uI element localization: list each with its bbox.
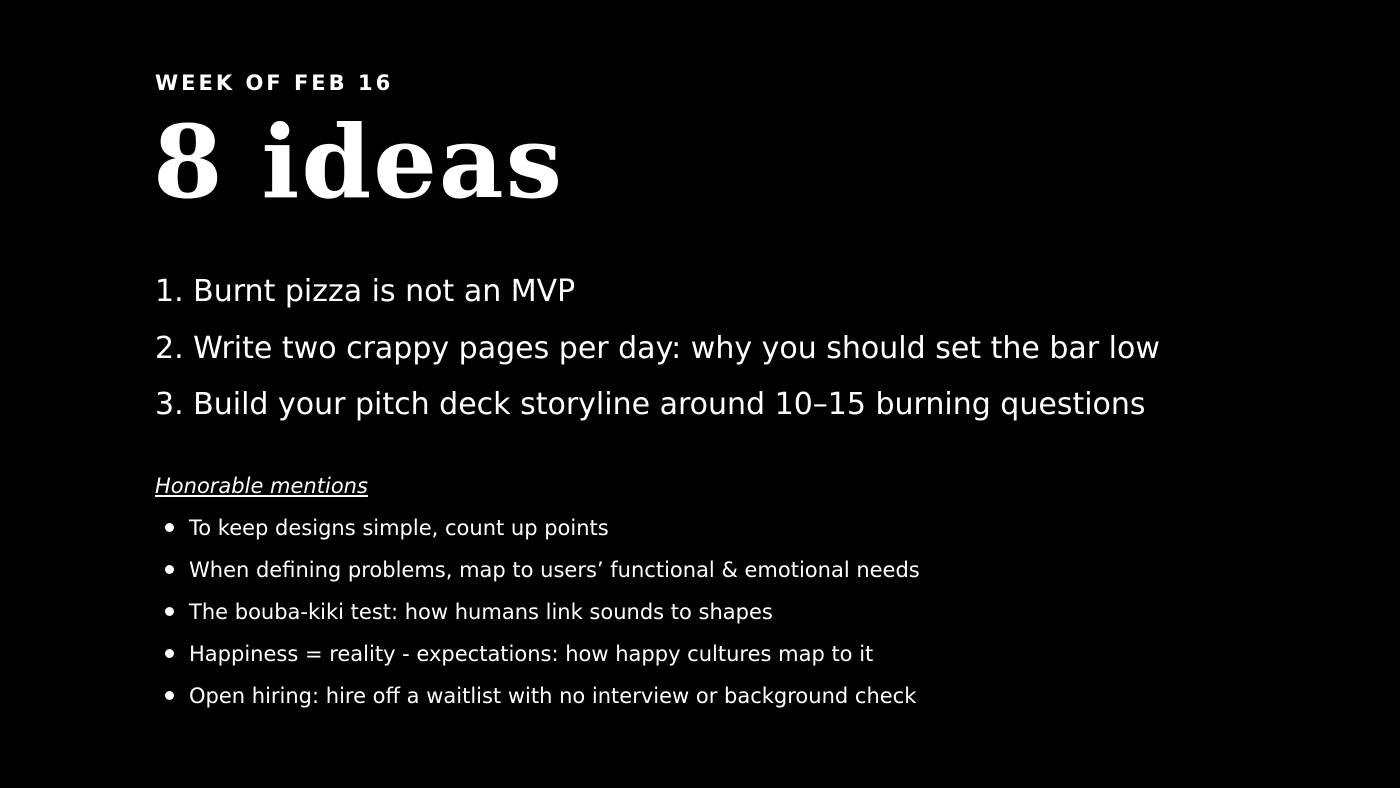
honorable-mentions-heading: Honorable mentions bbox=[155, 474, 368, 498]
mention-text: Open hiring: hire off a waitlist with no interview or background check bbox=[189, 684, 917, 708]
mention-text: When defining problems, map to users’ functional & emotional needs bbox=[189, 558, 920, 582]
mention-item bbox=[155, 549, 1155, 591]
idea-item: 1. Burnt pizza is not an MVP bbox=[155, 274, 576, 309]
ideas-list bbox=[155, 264, 1355, 434]
bullet-icon bbox=[165, 607, 174, 616]
mention-text: To keep designs simple, count up points bbox=[189, 516, 609, 540]
mention-item bbox=[155, 591, 1155, 633]
bullet-icon bbox=[165, 565, 174, 574]
idea-item: 2. Write two crappy pages per day: why you should set the bar low bbox=[155, 330, 1160, 366]
mention-item bbox=[155, 507, 1155, 549]
slide-title: 8 ideas bbox=[153, 103, 565, 221]
mention-item bbox=[155, 675, 1155, 717]
bullet-icon bbox=[165, 649, 174, 658]
mention-text: The bouba-kiki test: how humans link sounds to shapes bbox=[189, 600, 773, 624]
mention-item bbox=[155, 633, 1155, 675]
week-label: WEEK OF FEB 16 bbox=[155, 71, 394, 95]
bullet-icon bbox=[165, 691, 174, 700]
idea-item: 3. Build your pitch deck storyline around 10–15 burning questions bbox=[155, 387, 1146, 422]
mention-text: Happiness = reality - expectations: how happy cultures map to it bbox=[189, 642, 874, 666]
honorable-mentions-list bbox=[155, 507, 1155, 717]
bullet-icon bbox=[165, 523, 174, 532]
